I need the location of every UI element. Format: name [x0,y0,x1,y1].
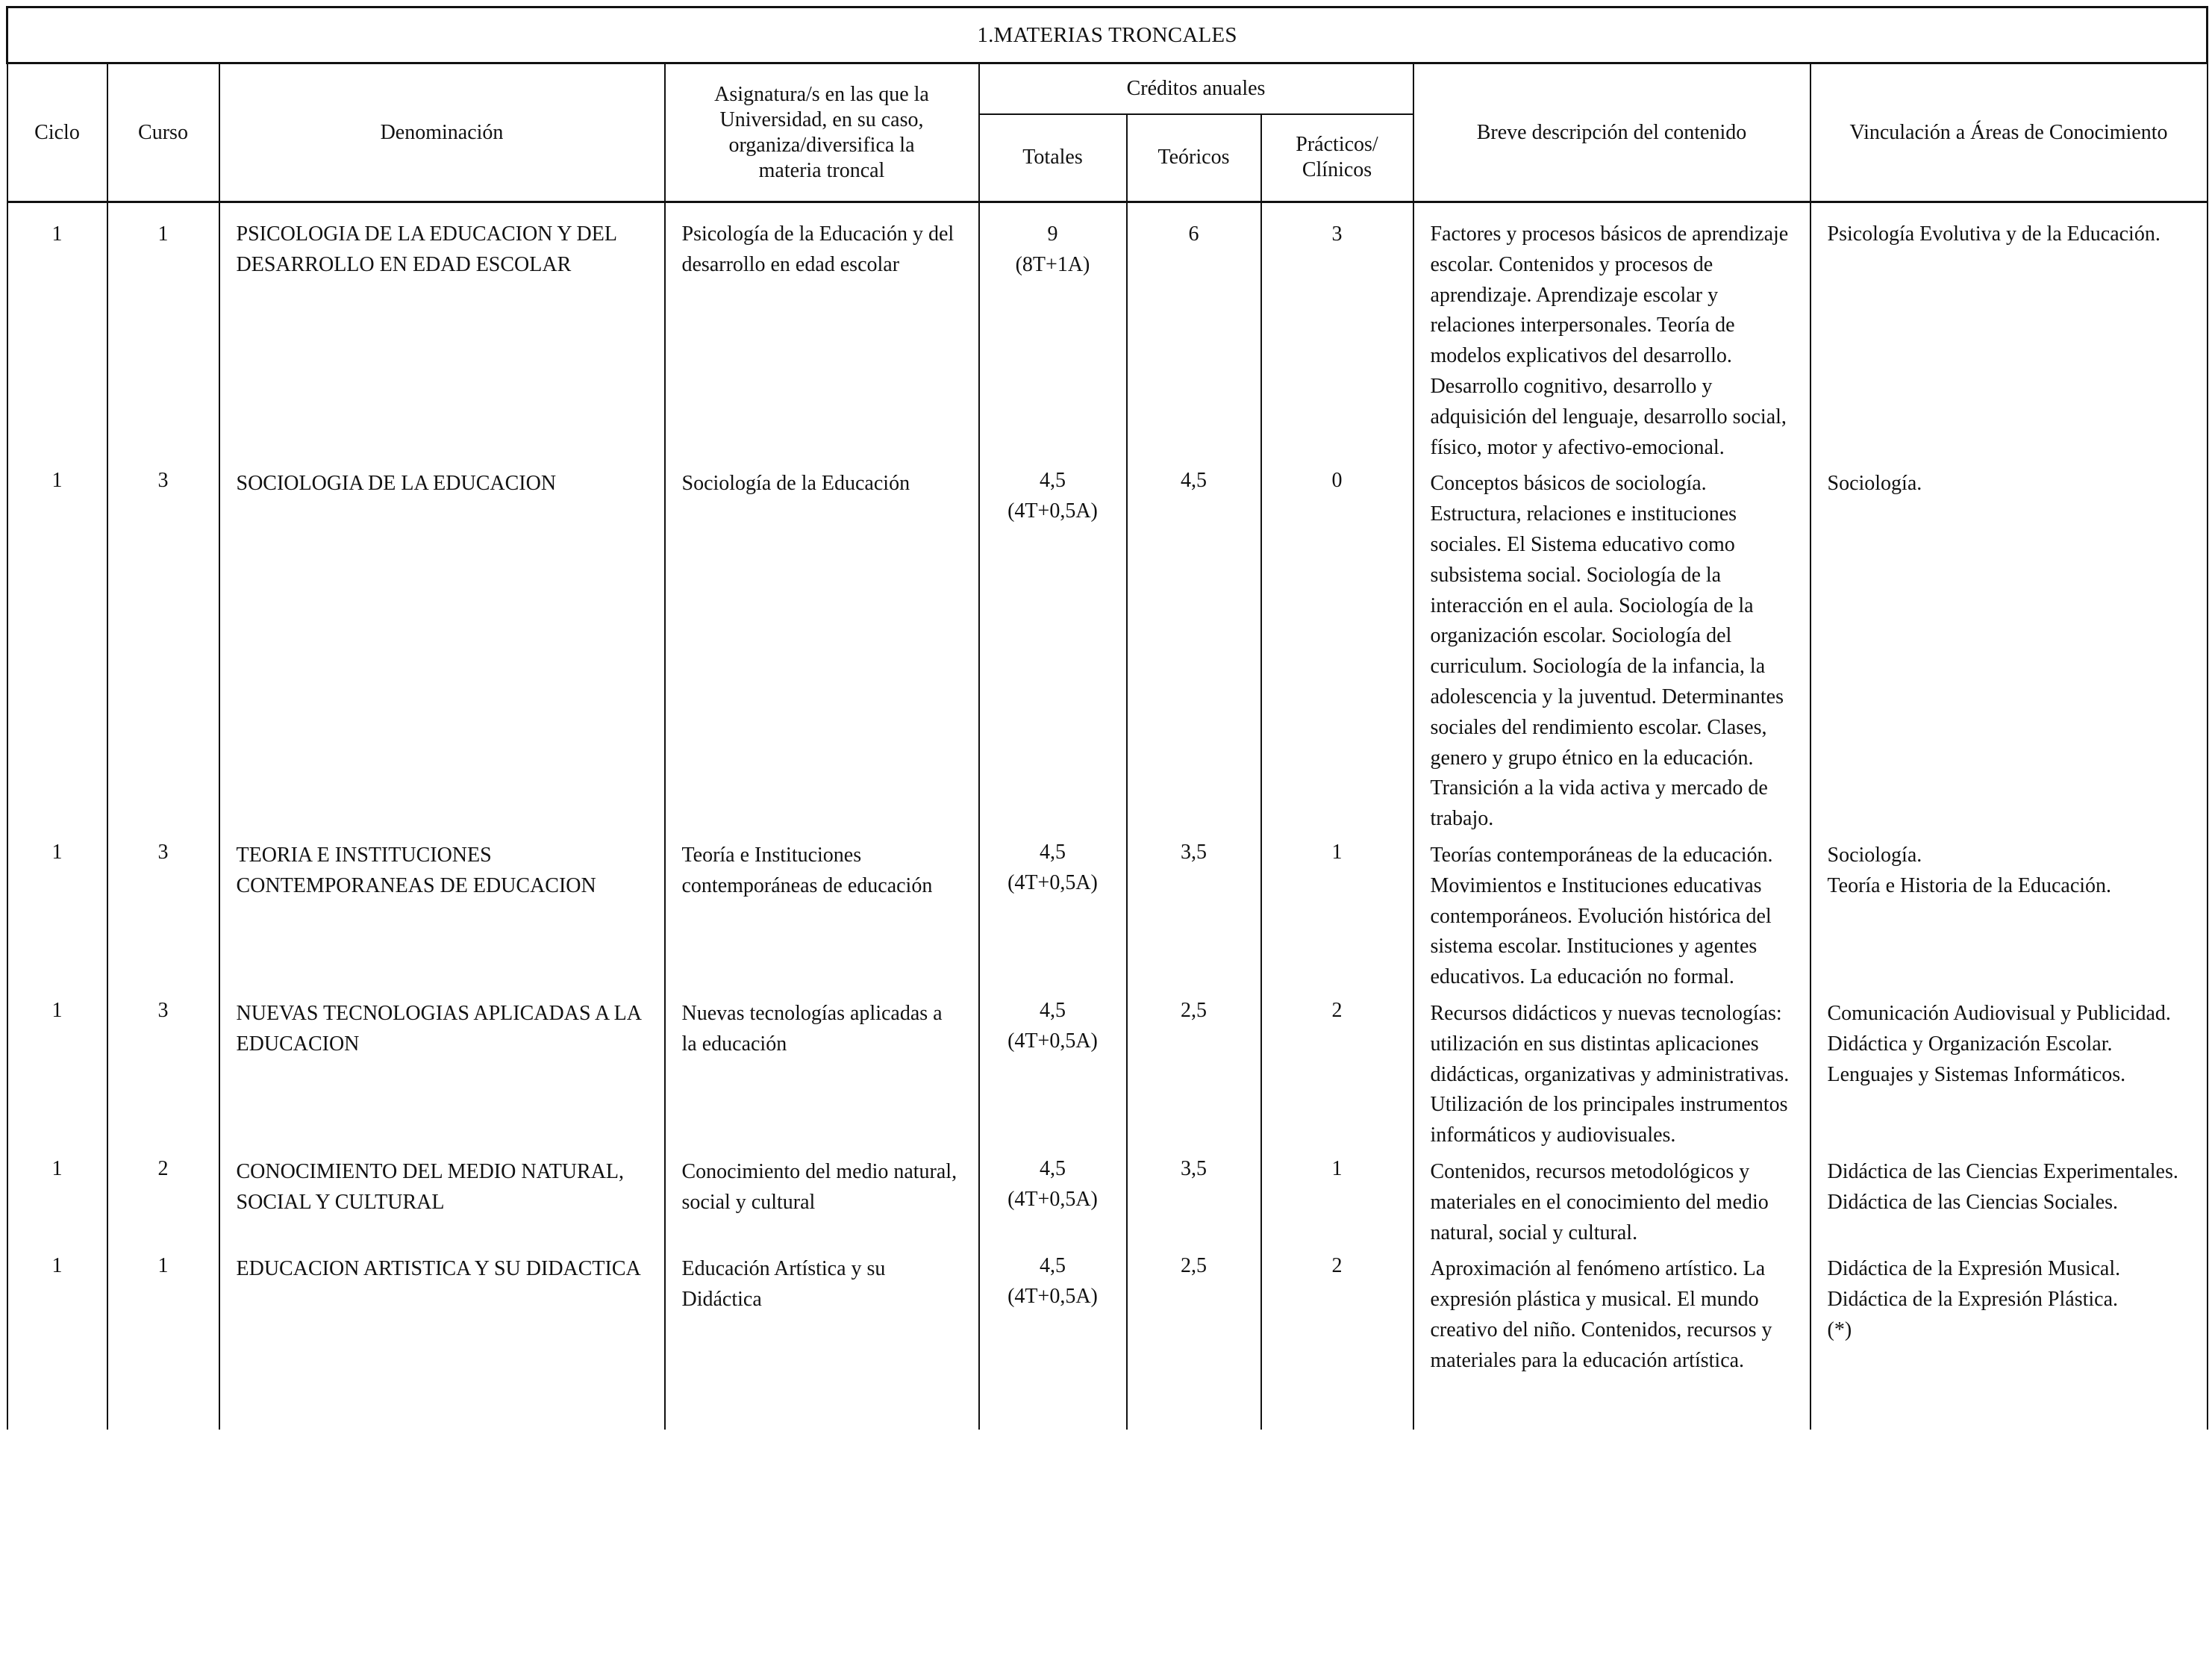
header-denominacion: Denominación [219,63,665,202]
cell-curso: 3 [107,996,219,1154]
header-teoricos: Teóricos [1127,114,1261,202]
empty-cell [7,1379,107,1430]
vinculacion-area: Didáctica y Organización Escolar. [1827,1032,2113,1056]
cell-curso: 1 [107,202,219,467]
cell-ciclo: 1 [7,1154,107,1251]
totales-breakdown: (4T+0,5A) [1007,1285,1098,1309]
cell-denominacion: NUEVAS TECNOLOGIAS APLICADAS A LA EDUCACION [219,996,665,1154]
cell-denominacion: CONOCIMIENTO DEL MEDIO NATURAL, SOCIAL Y CULTURAL [219,1154,665,1251]
cell-practicos: 1 [1261,1154,1413,1251]
cell-teoricos: 3,5 [1127,838,1261,996]
cell-teoricos: 4,5 [1127,466,1261,838]
cell-vinculacion [1810,838,2208,996]
table-row [7,466,2208,838]
header-vinculacion: Vinculación a Áreas de Conocimiento [1810,63,2208,202]
totales-value: 4,5 [1040,1156,1066,1180]
vinculacion-area: Psicología Evolutiva y de la Educación. [1827,222,2161,246]
cell-ciclo: 1 [7,996,107,1154]
cell-teoricos: 6 [1127,202,1261,467]
cell-curso: 2 [107,1154,219,1251]
cell-asignatura: Educación Artística y su Didáctica [665,1251,979,1379]
vinculacion-area: Didáctica de las Ciencias Experimentales. Didáctica de las Ciencias Sociales. [1827,1159,2178,1214]
cell-vinculacion [1810,202,2208,467]
cell-descripcion: Teorías contemporáneas de la educación. Movimientos e Instituciones educativas contemporáneos. Evolución histórica del sistema escolar. Instituciones y agentes educativos. La educación no formal. [1413,838,1810,996]
cell-descripcion: Factores y procesos básicos de aprendizaje escolar. Contenidos y procesos de aprendizaje. Aprendizaje escolar y relaciones interpersonales. Teoría de modelos explicativos del desarrollo. Desarrollo cognitivo, desarrollo y adquisición del lenguaje, desarrollo social, físico, motor y afectivo-emocional. [1413,202,1810,467]
totales-value: 4,5 [1040,1254,1066,1278]
table-row-continuation [7,1379,2208,1430]
cell-denominacion: TEORIA E INSTITUCIONES CONTEMPORANEAS DE EDUCACION [219,838,665,996]
header-curso: Curso [107,63,219,202]
materias-troncales-sheet [6,6,2206,1430]
cell-practicos: 1 [1261,838,1413,996]
cell-totales [979,838,1127,996]
totales-breakdown: (4T+0,5A) [1007,1029,1098,1053]
totales-value: 4,5 [1040,840,1066,864]
cell-denominacion: EDUCACION ARTISTICA Y SU DIDACTICA [219,1251,665,1379]
cell-curso: 3 [107,838,219,996]
cell-denominacion: SOCIOLOGIA DE LA EDUCACION [219,466,665,838]
empty-cell [107,1379,219,1430]
vinculacion-area: Teoría e Historia de la Educación. [1827,873,2112,897]
table-title: 1.MATERIAS TRONCALES [7,7,2208,63]
cell-ciclo: 1 [7,838,107,996]
vinculacion-area: Didáctica de la Expresión Musical. [1827,1257,2121,1281]
cell-ciclo: 1 [7,466,107,838]
header-practicos: Prácticos/ Clínicos [1261,114,1413,202]
cell-asignatura: Psicología de la Educación y del desarrollo en edad escolar [665,202,979,467]
cell-curso: 1 [107,1251,219,1379]
table-row [7,202,2208,467]
empty-cell [1127,1379,1261,1430]
vinculacion-area: Lenguajes y Sistemas Informáticos. [1827,1062,2126,1086]
totales-breakdown: (4T+0,5A) [1007,870,1098,894]
totales-breakdown: (8T+1A) [1015,252,1090,276]
header-creditos-anuales: Créditos anuales [979,63,1413,114]
cell-practicos: 3 [1261,202,1413,467]
cell-vinculacion [1810,466,2208,838]
table-body [7,202,2208,1430]
cell-totales [979,996,1127,1154]
table-row [7,1251,2208,1379]
cell-denominacion: PSICOLOGIA DE LA EDUCACION Y DEL DESARROLLO EN EDAD ESCOLAR [219,202,665,467]
cell-vinculacion [1810,1251,2208,1379]
materias-troncales-table [6,6,2208,1430]
cell-ciclo: 1 [7,202,107,467]
header-totales: Totales [979,114,1127,202]
totales-value: 4,5 [1040,469,1066,493]
header-ciclo: Ciclo [7,63,107,202]
cell-vinculacion [1810,996,2208,1154]
cell-practicos: 2 [1261,1251,1413,1379]
cell-totales [979,1154,1127,1251]
cell-descripcion: Conceptos básicos de sociología. Estructura, relaciones e instituciones sociales. El Sistema educativo como subsistema social. Sociología de la interacción en el aula. Sociología de la organización escolar. Sociología del curriculum. Sociología de la infancia, la adolescencia y la juventud. Determinantes sociales del rendimiento escolar. Clases, genero y grupo étnico en la educación. Transición a la vida activa y mercado de trabajo. [1413,466,1810,838]
totales-breakdown: (4T+0,5A) [1007,499,1098,523]
totales-value: 4,5 [1040,998,1066,1022]
empty-cell [979,1379,1127,1430]
header-descripcion: Breve descripción del contenido [1413,63,1810,202]
cell-descripcion: Aproximación al fenómeno artístico. La expresión plástica y musical. El mundo creativo del niño. Contenidos, recursos y materiales para la educación artística. [1413,1251,1810,1379]
cell-practicos: 0 [1261,466,1413,838]
empty-cell [219,1379,665,1430]
cell-totales [979,1251,1127,1379]
cell-teoricos: 3,5 [1127,1154,1261,1251]
vinculacion-area: (*) [1827,1318,1852,1341]
totales-value: 9 [1047,222,1058,246]
empty-cell [665,1379,979,1430]
table-row [7,996,2208,1154]
empty-cell [1261,1379,1413,1430]
cell-vinculacion [1810,1154,2208,1251]
cell-teoricos: 2,5 [1127,996,1261,1154]
cell-asignatura: Teoría e Instituciones contemporáneas de educación [665,838,979,996]
cell-descripcion: Recursos didácticos y nuevas tecnologías: utilización en sus distintas aplicaciones didácticas, organizativas y administrativas. Utilización de los principales instrumentos informáticos y audiovisuales. [1413,996,1810,1154]
totales-breakdown: (4T+0,5A) [1007,1187,1098,1211]
cell-curso: 3 [107,466,219,838]
table-row [7,1154,2208,1251]
empty-cell [1413,1379,1810,1430]
cell-practicos: 2 [1261,996,1413,1154]
cell-totales [979,202,1127,467]
table-row [7,838,2208,996]
vinculacion-area: Didáctica de la Expresión Plástica. [1827,1288,2119,1312]
vinculacion-area: Sociología. [1827,843,1922,867]
cell-ciclo: 1 [7,1251,107,1379]
cell-asignatura: Sociología de la Educación [665,466,979,838]
vinculacion-area: Sociología. [1827,472,1922,496]
cell-asignatura: Nuevas tecnologías aplicadas a la educación [665,996,979,1154]
vinculacion-area: Comunicación Audiovisual y Publicidad. [1827,1001,2171,1025]
header-asignatura: Asignatura/s en las que la Universidad, en su caso, organiza/diversifica la materia troncal [665,63,979,202]
cell-totales [979,466,1127,838]
cell-teoricos: 2,5 [1127,1251,1261,1379]
cell-descripcion: Contenidos, recursos metodológicos y materiales en el conocimiento del medio natural, social y cultural. [1413,1154,1810,1251]
empty-cell [1810,1379,2208,1430]
cell-asignatura: Conocimiento del medio natural, social y cultural [665,1154,979,1251]
